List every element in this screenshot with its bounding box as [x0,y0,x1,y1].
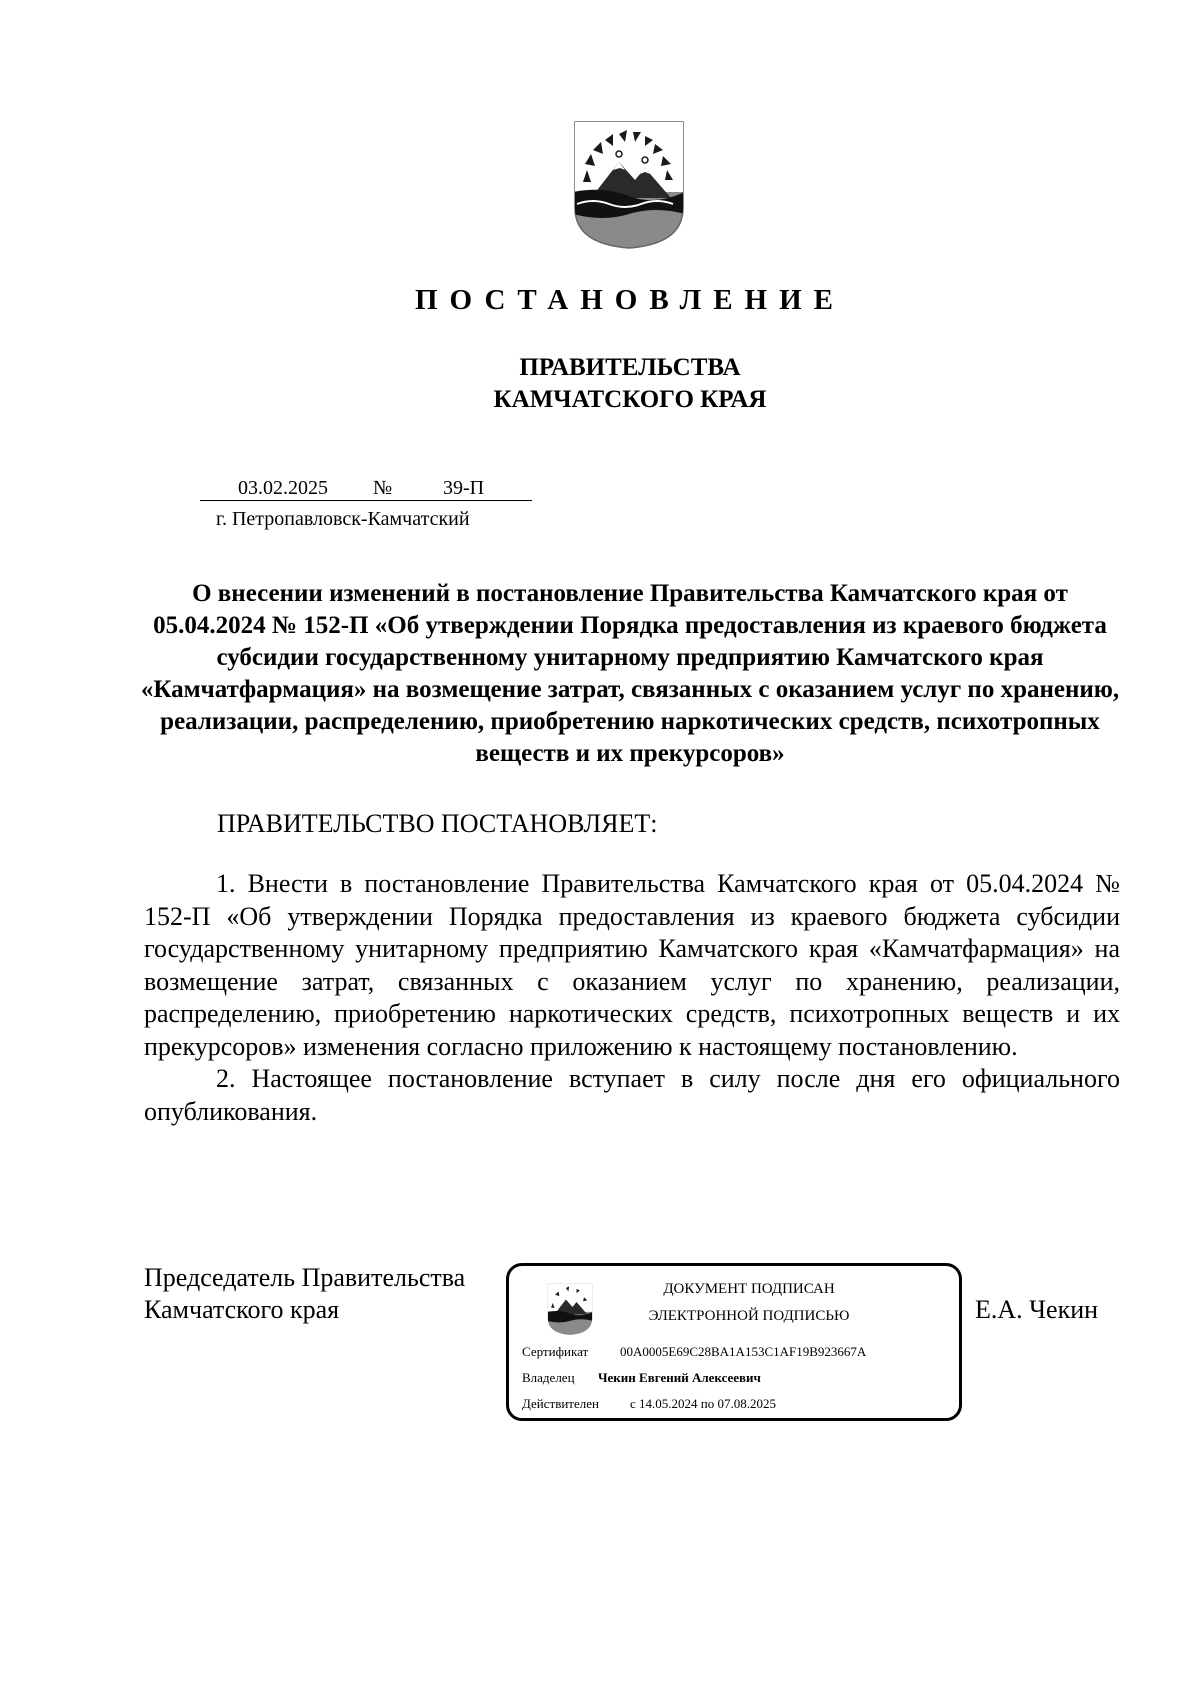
certificate-label: Сертификат [522,1344,589,1359]
owner-label: Владелец [522,1370,575,1385]
signer-name: Е.А. Чекин [975,1295,1099,1324]
validity-row [522,1395,776,1413]
document-number: 39-П [443,477,485,499]
signer-position-line-2: Камчатского края [144,1295,340,1324]
certificate-row [522,1343,867,1361]
signer-position [144,1262,465,1326]
owner-value: Чекин Евгений Алексеевич [598,1370,761,1385]
document-date: 03.02.2025 [238,477,328,499]
issuer-line-1: ПРАВИТЕЛЬСТВА [519,354,741,381]
certificate-value: 00A0005E69C28BA1A153C1AF19B923667A [620,1344,867,1359]
stamp-coat-of-arms-icon [547,1282,593,1336]
owner-row [522,1369,761,1387]
validity-value: с 14.05.2024 по 07.08.2025 [630,1396,776,1411]
validity-label: Действителен [522,1396,599,1411]
issuer [0,352,1200,416]
issuer-line-2: КАМЧАТСКОГО КРАЯ [493,386,767,413]
stamp-header-line-2: ЭЛЕКТРОННОЙ ПОДПИСЬЮ [648,1308,850,1324]
registration-line [200,476,532,501]
document-type: ПОСТАНОВЛЕНИЕ [414,284,845,316]
stamp-header-line-1: ДОКУМЕНТ ПОДПИСАН [663,1281,835,1297]
document-body [144,868,1120,1128]
stamp-header [619,1276,879,1330]
paragraph-1: 1. Внести в постановление Правительства Камчатского края от 05.04.2024 № 152-П «Об утверждении Порядка предоставления из краевого бюджета субсидии государственному унитарному предприятию Камчатского края «Камчатфармация» на возмещение затрат, связанных с оказанием услуг по хранению, реализации, распределению, приобретению наркотических средств, психотропных веществ и их прекурсоров» изменения согласно приложению к настоящему постановлению. [144,869,1120,1061]
document-title: О внесении изменений в постановление Правительства Камчатского края от 05.04.2024 № 152-П «Об утверждении Порядка предоставления из краевого бюджета субсидии государственному унитарному предприятию Камчатского края «Камчатфармация» на возмещение затрат, связанных с оказанием услуг по хранению, реализации, распределению, приобретению наркотических средств, психотропных веществ и их прекурсоров» [140,580,1120,767]
signer-position-line-1: Председатель Правительства [144,1263,466,1292]
paragraph-2: 2. Настоящее постановление вступает в силу после дня его официального опубликования. [144,1064,1120,1126]
number-sign: № [373,477,393,499]
decree-statement: ПРАВИТЕЛЬСТВО ПОСТАНОВЛЯЕТ: [217,809,658,838]
coat-of-arms-icon [573,120,685,250]
electronic-signature-stamp [506,1263,962,1421]
city: г. Петропавловск-Камчатский [216,508,470,530]
